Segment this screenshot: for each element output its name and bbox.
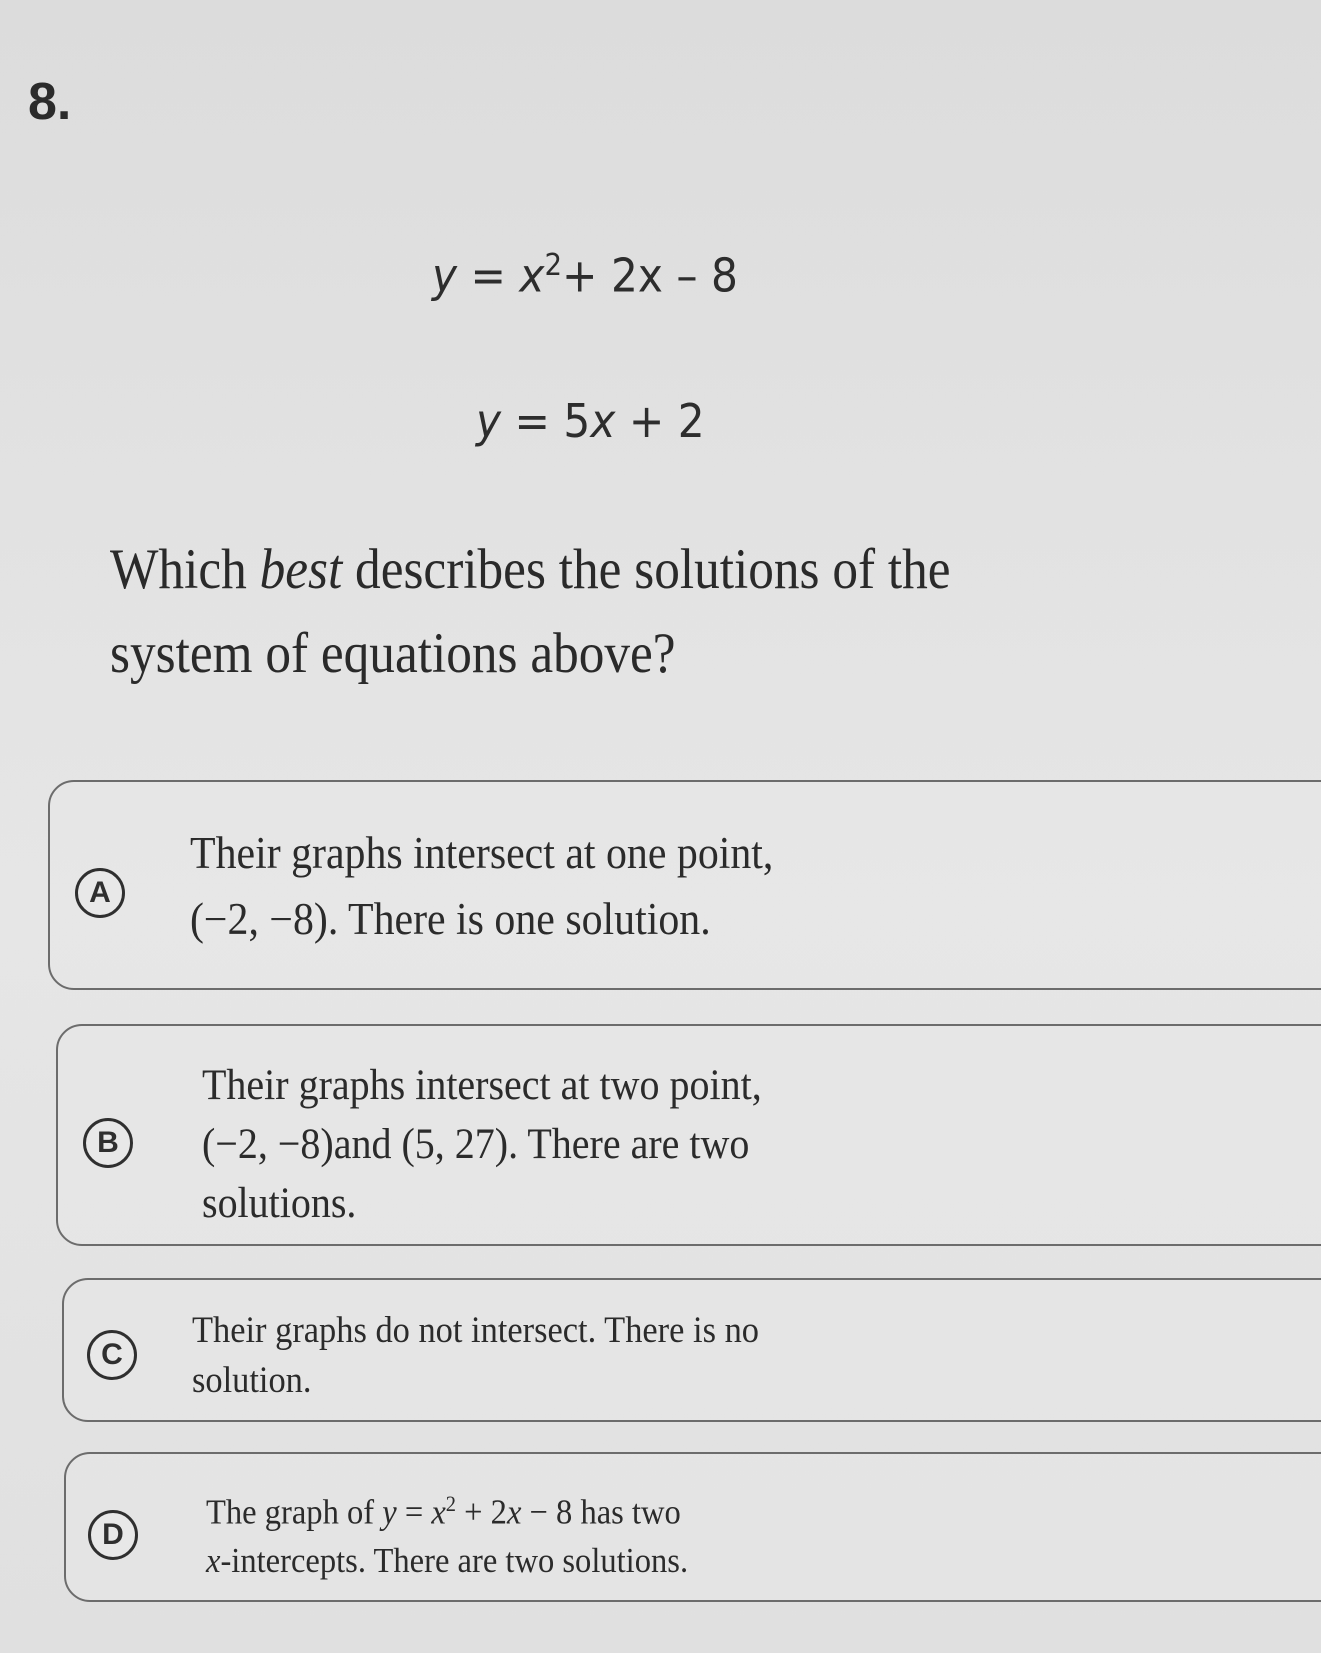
answer-choice-c[interactable]	[62, 1278, 1321, 1422]
choice-d-pre: The graph of	[206, 1492, 383, 1532]
prompt-pre: Which	[110, 538, 260, 601]
choice-b-line-3: solutions.	[202, 1180, 357, 1227]
answer-choice-a[interactable]	[48, 780, 1321, 990]
choice-d-x2: x	[506, 1492, 522, 1532]
question-prompt	[110, 528, 992, 696]
prompt-line-1	[110, 528, 992, 612]
eq2-lhs: y	[476, 394, 502, 448]
eq1-rest: + 2x – 8	[562, 248, 738, 303]
choice-a-line-2: (−2, −8). There is one solution.	[190, 894, 711, 944]
choice-a-radio-icon[interactable]: A	[75, 868, 125, 918]
eq2-rel: =	[501, 394, 564, 448]
choice-d-radio-icon[interactable]: D	[88, 1510, 138, 1560]
choice-c-line-1: Their graphs do not intersect. There is no	[192, 1310, 759, 1351]
choice-d-line-2	[206, 1537, 688, 1585]
choice-b-text	[202, 1056, 762, 1233]
eq2-coef: 5	[563, 394, 591, 448]
choice-d-line2-text: -intercepts. There are two solutions.	[220, 1540, 689, 1580]
question-number: 8.	[28, 73, 72, 131]
eq1-rel: =	[457, 248, 520, 303]
choice-d-x: x	[431, 1492, 446, 1532]
answer-choice-d[interactable]	[64, 1452, 1321, 1602]
choice-d-mid: + 2	[456, 1492, 507, 1532]
choice-c-line-2: solution.	[192, 1360, 312, 1401]
eq1-lhs: y	[432, 248, 458, 303]
choice-d-post: − 8 has two	[521, 1492, 681, 1532]
prompt-line-2: system of equations above?	[110, 622, 676, 685]
choice-c-radio-icon[interactable]: C	[87, 1330, 137, 1380]
prompt-emphasis: best	[259, 538, 343, 601]
choice-b-radio-icon[interactable]: B	[83, 1118, 133, 1168]
choice-d-text	[206, 1480, 688, 1585]
choice-b-line-1: Their graphs intersect at two point,	[202, 1062, 762, 1109]
choice-a-text	[190, 820, 773, 952]
prompt-post: describes the solutions of the	[342, 538, 951, 601]
eq1-exponent: 2	[544, 248, 563, 283]
choice-d-rel: =	[396, 1492, 432, 1532]
choice-d-y: y	[382, 1492, 397, 1532]
answer-choice-b[interactable]	[56, 1024, 1321, 1246]
eq2-rest: + 2	[615, 394, 705, 448]
choice-d-exponent: 2	[445, 1491, 457, 1516]
choice-d-line-1	[206, 1480, 688, 1537]
equation-linear	[476, 394, 705, 448]
equation-quadratic	[432, 248, 738, 302]
choice-a-line-1: Their graphs intersect at one point,	[190, 828, 774, 878]
choice-b-line-2: (−2, −8)and (5, 27). There are two	[202, 1121, 750, 1168]
choice-d-line2-var: x	[206, 1540, 221, 1580]
eq2-x: x	[590, 394, 616, 448]
choice-c-text	[192, 1306, 759, 1406]
eq1-x: x	[519, 248, 545, 303]
